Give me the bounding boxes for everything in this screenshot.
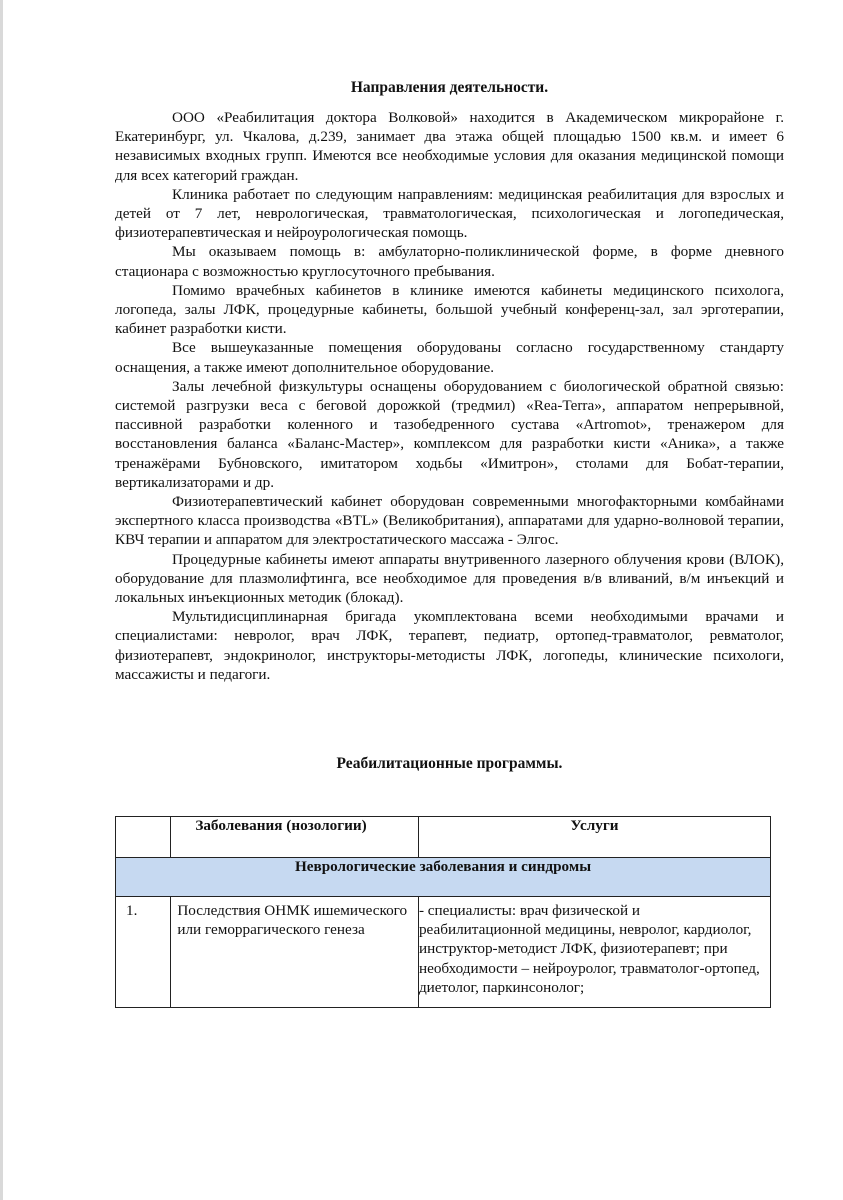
paragraph-equipment-standard: Все вышеуказанные помещения оборудованы согласно государственному стандарту оснащения, а также имеют дополнительное оборудование. [115,339,784,376]
row-services-text: - специалисты: врач физической и реабилитационной медицины, невролог, кардиолог, инструктор-методист ЛФК, физиотерапевт; при необходимости – нейроуролог, травматолог-ортопед, диетолог, паркинсонолог; [418,902,760,996]
group-neurology: Неврологические заболевания и синдромы [116,858,771,897]
paragraph-procedure-rooms: Процедурные кабинеты имеют аппараты внутривенного лазерного облучения крови (ВЛОК), оборудование для плазмолифтинга, все необходимое для проведения в/в вливаний, в/м инъекций и локальных инъекционных методик (блокад). [115,550,784,607]
row-disease: Последствия ОНМК ишемического или геморрагического генеза [171,897,419,1008]
header-disease: Заболевания (нозологии) [171,817,419,858]
paragraph-care-forms: Мы оказываем помощь в: амбулаторно-поликлинической форме, в форме дневного стационара с возможностью круглосуточного пребывания. [115,243,784,280]
table-group-row [116,858,771,897]
paragraph-physiotherapy: Физиотерапевтический кабинет оборудован современными многофакторными комбайнами экспертного класса производства «BTL» (Великобритания), аппаратами для ударно-волновой терапии, КВЧ терапии и аппаратом для электростатического массажа - Элгос. [115,493,784,549]
row-services [418,897,770,1008]
paragraph-rooms: Помимо врачебных кабинетов в клинике имеются кабинеты медицинского психолога, логопеда, залы ЛФК, процедурные кабинеты, большой учебный конференц-зал, зал эрготерапии, кабинет разработки кисти. [115,281,784,338]
table-header-row [116,817,771,858]
page-edge-shadow [0,0,3,1200]
page-title: Направления деятельности. [350,79,549,96]
table-row [116,897,771,1008]
programs-title: Реабилитационные программы. [336,755,563,772]
paragraph-location: ООО «Реабилитация доктора Волковой» находится в Академическом микрорайоне г. Екатеринбург, ул. Чкалова, д.239, занимает два этажа общей площадью 1500 кв.м. и имеет 6 независимых входных групп. Имеются все необходимые условия для оказания медицинской помощи для всех категорий граждан. [115,109,784,184]
paragraph-exercise-halls: Залы лечебной физкультуры оснащены оборудованием с биологической обратной связью: системой разгрузки веса с беговой дорожкой (тредмил) «Rea-Terra», аппаратом непрерывной, пассивной разработки коленного и тазобедренного сустава «Artromot», тренажером для восстановления баланса «Баланс-Мастер», комплексом для разработки кисти «Аника», а также тренажёрами Бубновского, имитатором ходьбы «Имитрон», столами для Бобат-терапии, вертикализаторами и др. [115,377,784,491]
header-services: Услуги [418,817,770,858]
row-number: 1. [116,897,171,1008]
header-number [116,817,171,858]
programs-table [115,816,771,1008]
paragraph-directions: Клиника работает по следующим направлениям: медицинская реабилитация для взрослых и детей от 7 лет, неврологическая, травматологическая, психологическая и логопедическая, физиотерапевтическая и нейроурологическая помощь. [115,185,784,242]
document-content [115,78,784,996]
paragraph-team: Мультидисциплинарная бригада укомплектована всеми необходимыми врачами и специалистами: невролог, врач ЛФК, терапевт, педиатр, ортопед-травматолог, ревматолог, физиотерапевт, эндокринолог, инструкторы-методисты ЛФК, логопеды, клинические психологи, массажисты и педагоги. [115,608,784,683]
